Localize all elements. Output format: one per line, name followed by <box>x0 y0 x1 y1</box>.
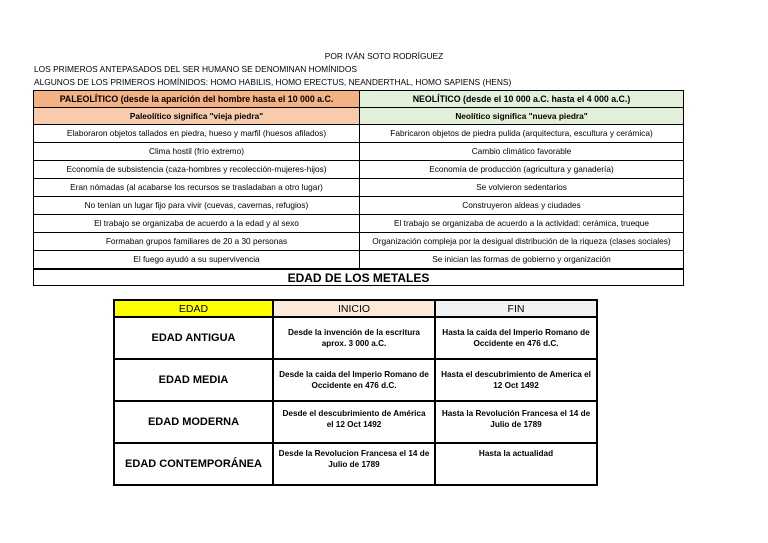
edad-de-los-metales-heading: EDAD DE LOS METALES <box>34 269 684 286</box>
paleolitico-title: PALEOLÍTICO (desde la aparición del hombre hasta el 10 000 a.C. <box>34 91 360 108</box>
inicio-column-header: INICIO <box>273 300 435 317</box>
neolitico-cell: Organización compleja por la desigual distribución de la riqueza (clases sociales) <box>360 233 684 251</box>
neolitico-cell: Cambio climático favorable <box>360 143 684 161</box>
neolitico-title: NEOLÍTICO (desde el 10 000 a.C. hasta el 4 000 a.C.) <box>360 91 684 108</box>
paleolitico-meaning: Paleolítico significa "vieja piedra" <box>34 108 360 125</box>
intro-line-2: ALGUNOS DE LOS PRIMEROS HOMÍNIDOS: HOMO HABILIS, HOMO ERECTUS, NEANDERTHAL, HOMO SAPIENS (HENS) <box>34 77 512 87</box>
author-line: POR IVÁN SOTO RODRÍGUEZ <box>324 51 444 61</box>
intro-line-1: LOS PRIMEROS ANTEPASADOS DEL SER HUMANO SE DENOMINAN HOMÍNIDOS <box>34 64 357 74</box>
edad-column-header: EDAD <box>114 300 273 317</box>
age-end: Hasta la actualidad <box>435 443 597 485</box>
paleolithic-neolithic-table <box>33 90 684 286</box>
fin-column-header: FIN <box>435 300 597 317</box>
age-start: Desde la Revolucion Francesa el 14 de Julio de 1789 <box>273 443 435 485</box>
table-row <box>34 197 684 215</box>
table-row <box>34 179 684 197</box>
age-name: EDAD MODERNA <box>114 401 273 443</box>
neolitico-cell: Se inician las formas de gobierno y organización <box>360 251 684 270</box>
paleolitico-cell: El trabajo se organizaba de acuerdo a la edad y al sexo <box>34 215 360 233</box>
age-row <box>114 317 597 359</box>
table-subheader-row <box>34 108 684 125</box>
neolitico-cell: Se volvieron sedentarios <box>360 179 684 197</box>
paleolitico-cell: Eran nómadas (al acabarse los recursos se trasladaban a otro lugar) <box>34 179 360 197</box>
metales-row <box>34 269 684 286</box>
paleolitico-cell: Clima hostil (frío extremo) <box>34 143 360 161</box>
table-row <box>34 143 684 161</box>
paleolitico-cell: Elaboraron objetos tallados en piedra, hueso y marfil (huesos afilados) <box>34 125 360 143</box>
age-end: Hasta el descubrimiento de America el 12 Oct 1492 <box>435 359 597 401</box>
table-row <box>34 233 684 251</box>
table-header-row <box>34 91 684 108</box>
paleolitico-cell: Economía de subsistencia (caza-hombres y recolección-mujeres-hijos) <box>34 161 360 179</box>
neolitico-cell: El trabajo se organizaba de acuerdo a la actividad: cerámica, trueque <box>360 215 684 233</box>
neolitico-cell: Fabricaron objetos de piedra pulida (arquitectura, escultura y cerámica) <box>360 125 684 143</box>
age-row <box>114 359 597 401</box>
age-end: Hasta la Revolución Francesa el 14 de Julio de 1789 <box>435 401 597 443</box>
table-row <box>34 251 684 270</box>
table-row <box>34 215 684 233</box>
age-start: Desde el descubrimiento de América el 12 Oct 1492 <box>273 401 435 443</box>
table-row <box>34 161 684 179</box>
age-name: EDAD MEDIA <box>114 359 273 401</box>
age-row <box>114 443 597 485</box>
neolitico-cell: Construyeron aldeas y ciudades <box>360 197 684 215</box>
age-name: EDAD ANTIGUA <box>114 317 273 359</box>
historical-ages-table <box>113 299 598 486</box>
age-end: Hasta la caida del Imperio Romano de Occidente en 476 d.C. <box>435 317 597 359</box>
age-name: EDAD CONTEMPORÁNEA <box>114 443 273 485</box>
age-start: Desde la caida del Imperio Romano de Occidente en 476 d.C. <box>273 359 435 401</box>
age-row <box>114 401 597 443</box>
paleolitico-cell: No tenían un lugar fijo para vivir (cuevas, cavernas, refugios) <box>34 197 360 215</box>
table-row <box>34 125 684 143</box>
age-start: Desde la invención de la escritura aprox. 3 000 a.C. <box>273 317 435 359</box>
neolitico-cell: Economía de producción (agricultura y ganadería) <box>360 161 684 179</box>
paleolitico-cell: Formaban grupos familiares de 20 a 30 personas <box>34 233 360 251</box>
neolitico-meaning: Neolítico significa "nueva piedra" <box>360 108 684 125</box>
ages-header-row <box>114 300 597 317</box>
paleolitico-cell: El fuego ayudó a su supervivencia <box>34 251 360 270</box>
